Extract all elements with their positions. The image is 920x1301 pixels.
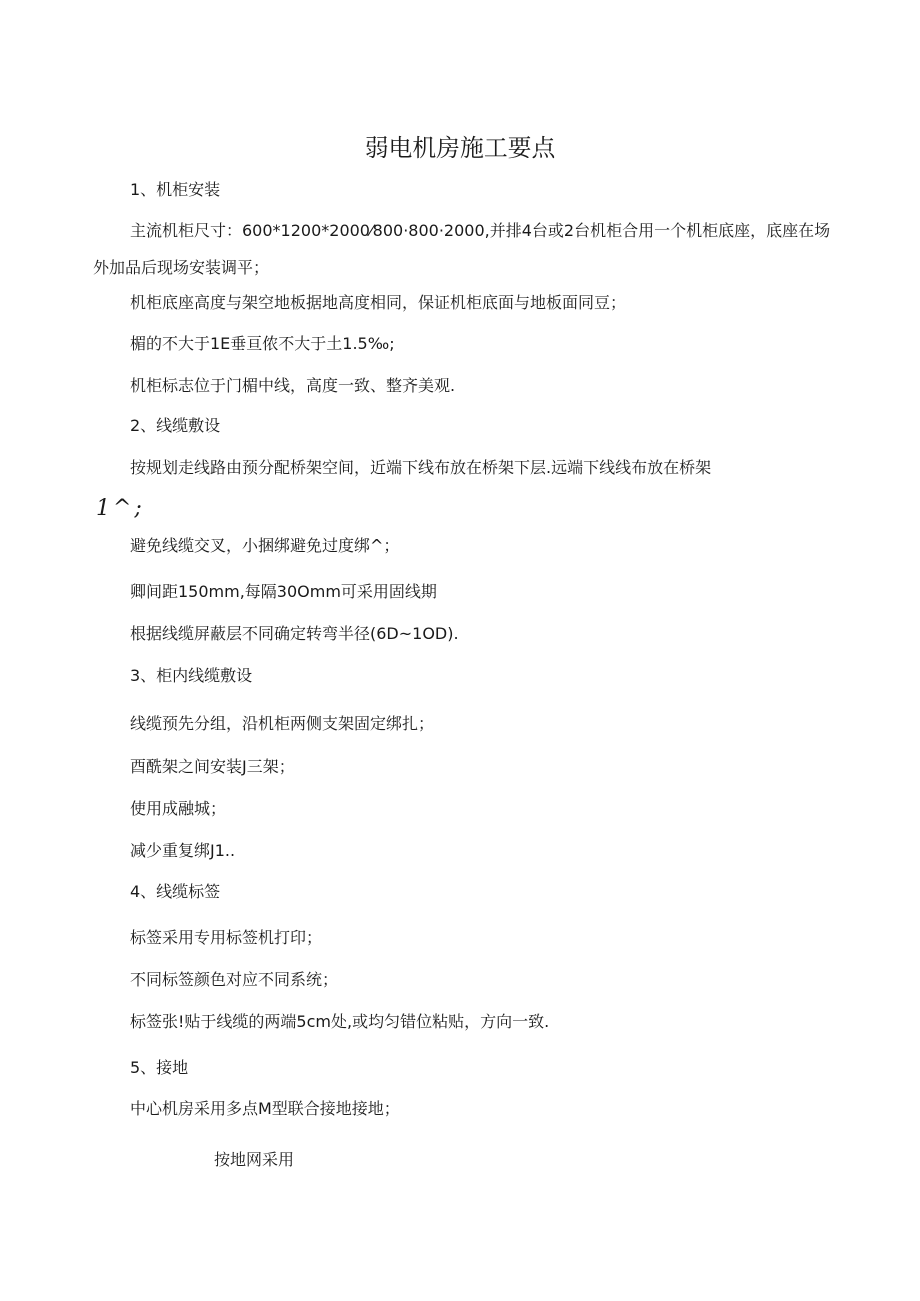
paragraph-line: 卿间距150mm,每隔30Omm可采用固线期: [130, 582, 437, 601]
paragraph-line: 机柜底座高度与架空地板据地高度相同，保证机柜底面与地板面同豆；: [130, 293, 627, 312]
section-heading-grounding: 5、接地: [130, 1058, 189, 1077]
paragraph-line: 使用成融城；: [130, 799, 227, 818]
paragraph-line: 线缆预先分组，沿机柜两侧支架固定绑扎；: [130, 714, 435, 733]
section-heading-cable-laying: 2、线缆敷设: [130, 416, 221, 435]
section-heading-cabinet-install: 1、机柜安装: [130, 180, 221, 199]
document-title: 弱电机房施工要点: [364, 134, 556, 162]
paragraph-line: 按地网采用: [214, 1150, 295, 1169]
paragraph-line: 避免线缆交叉，小捆绑避免过度绑^；: [130, 536, 400, 555]
paragraph-line: 机柜标志位于门楣中线，高度一致、整齐美观.: [130, 376, 456, 395]
paragraph-line: 不同标签颜色对应不同系统；: [130, 970, 339, 989]
paragraph-line: 标签采用专用标签机打印；: [130, 928, 323, 947]
paragraph-line: 减少重复绑J1..: [130, 841, 236, 860]
paragraph-line: 标签张!贴于线缆的两端5cm处,或均匀错位粘贴，方向一致.: [130, 1012, 550, 1031]
paragraph-line: 根据线缆屏蔽层不同确定转弯半径(6D~1OD).: [130, 624, 459, 643]
paragraph-line: 酉酰架之间安装J三架；: [130, 757, 295, 776]
paragraph-line: 按规划走线路由预分配桥架空间，近端下线布放在桥架下层.远端下线线布放在桥架: [130, 458, 712, 477]
paragraph-line: 中心机房采用多点M型联合接地接地；: [130, 1099, 400, 1118]
paragraph-line: 外加品后现场安装调平；: [93, 258, 270, 277]
paragraph-line: 楣的不大于1E垂亘侬不大于土1.5‰;: [130, 334, 395, 353]
section-heading-cable-labels: 4、线缆标签: [130, 882, 221, 901]
paragraph-line: 1^;: [96, 496, 145, 521]
section-heading-cabinet-cabling: 3、柜内线缆敷设: [130, 666, 253, 685]
paragraph-line: 主流机柜尺寸：600*1200*2000⁄800·800·2000,并排4台或2台机柜合用一个机柜底座，底座在场: [130, 221, 831, 240]
